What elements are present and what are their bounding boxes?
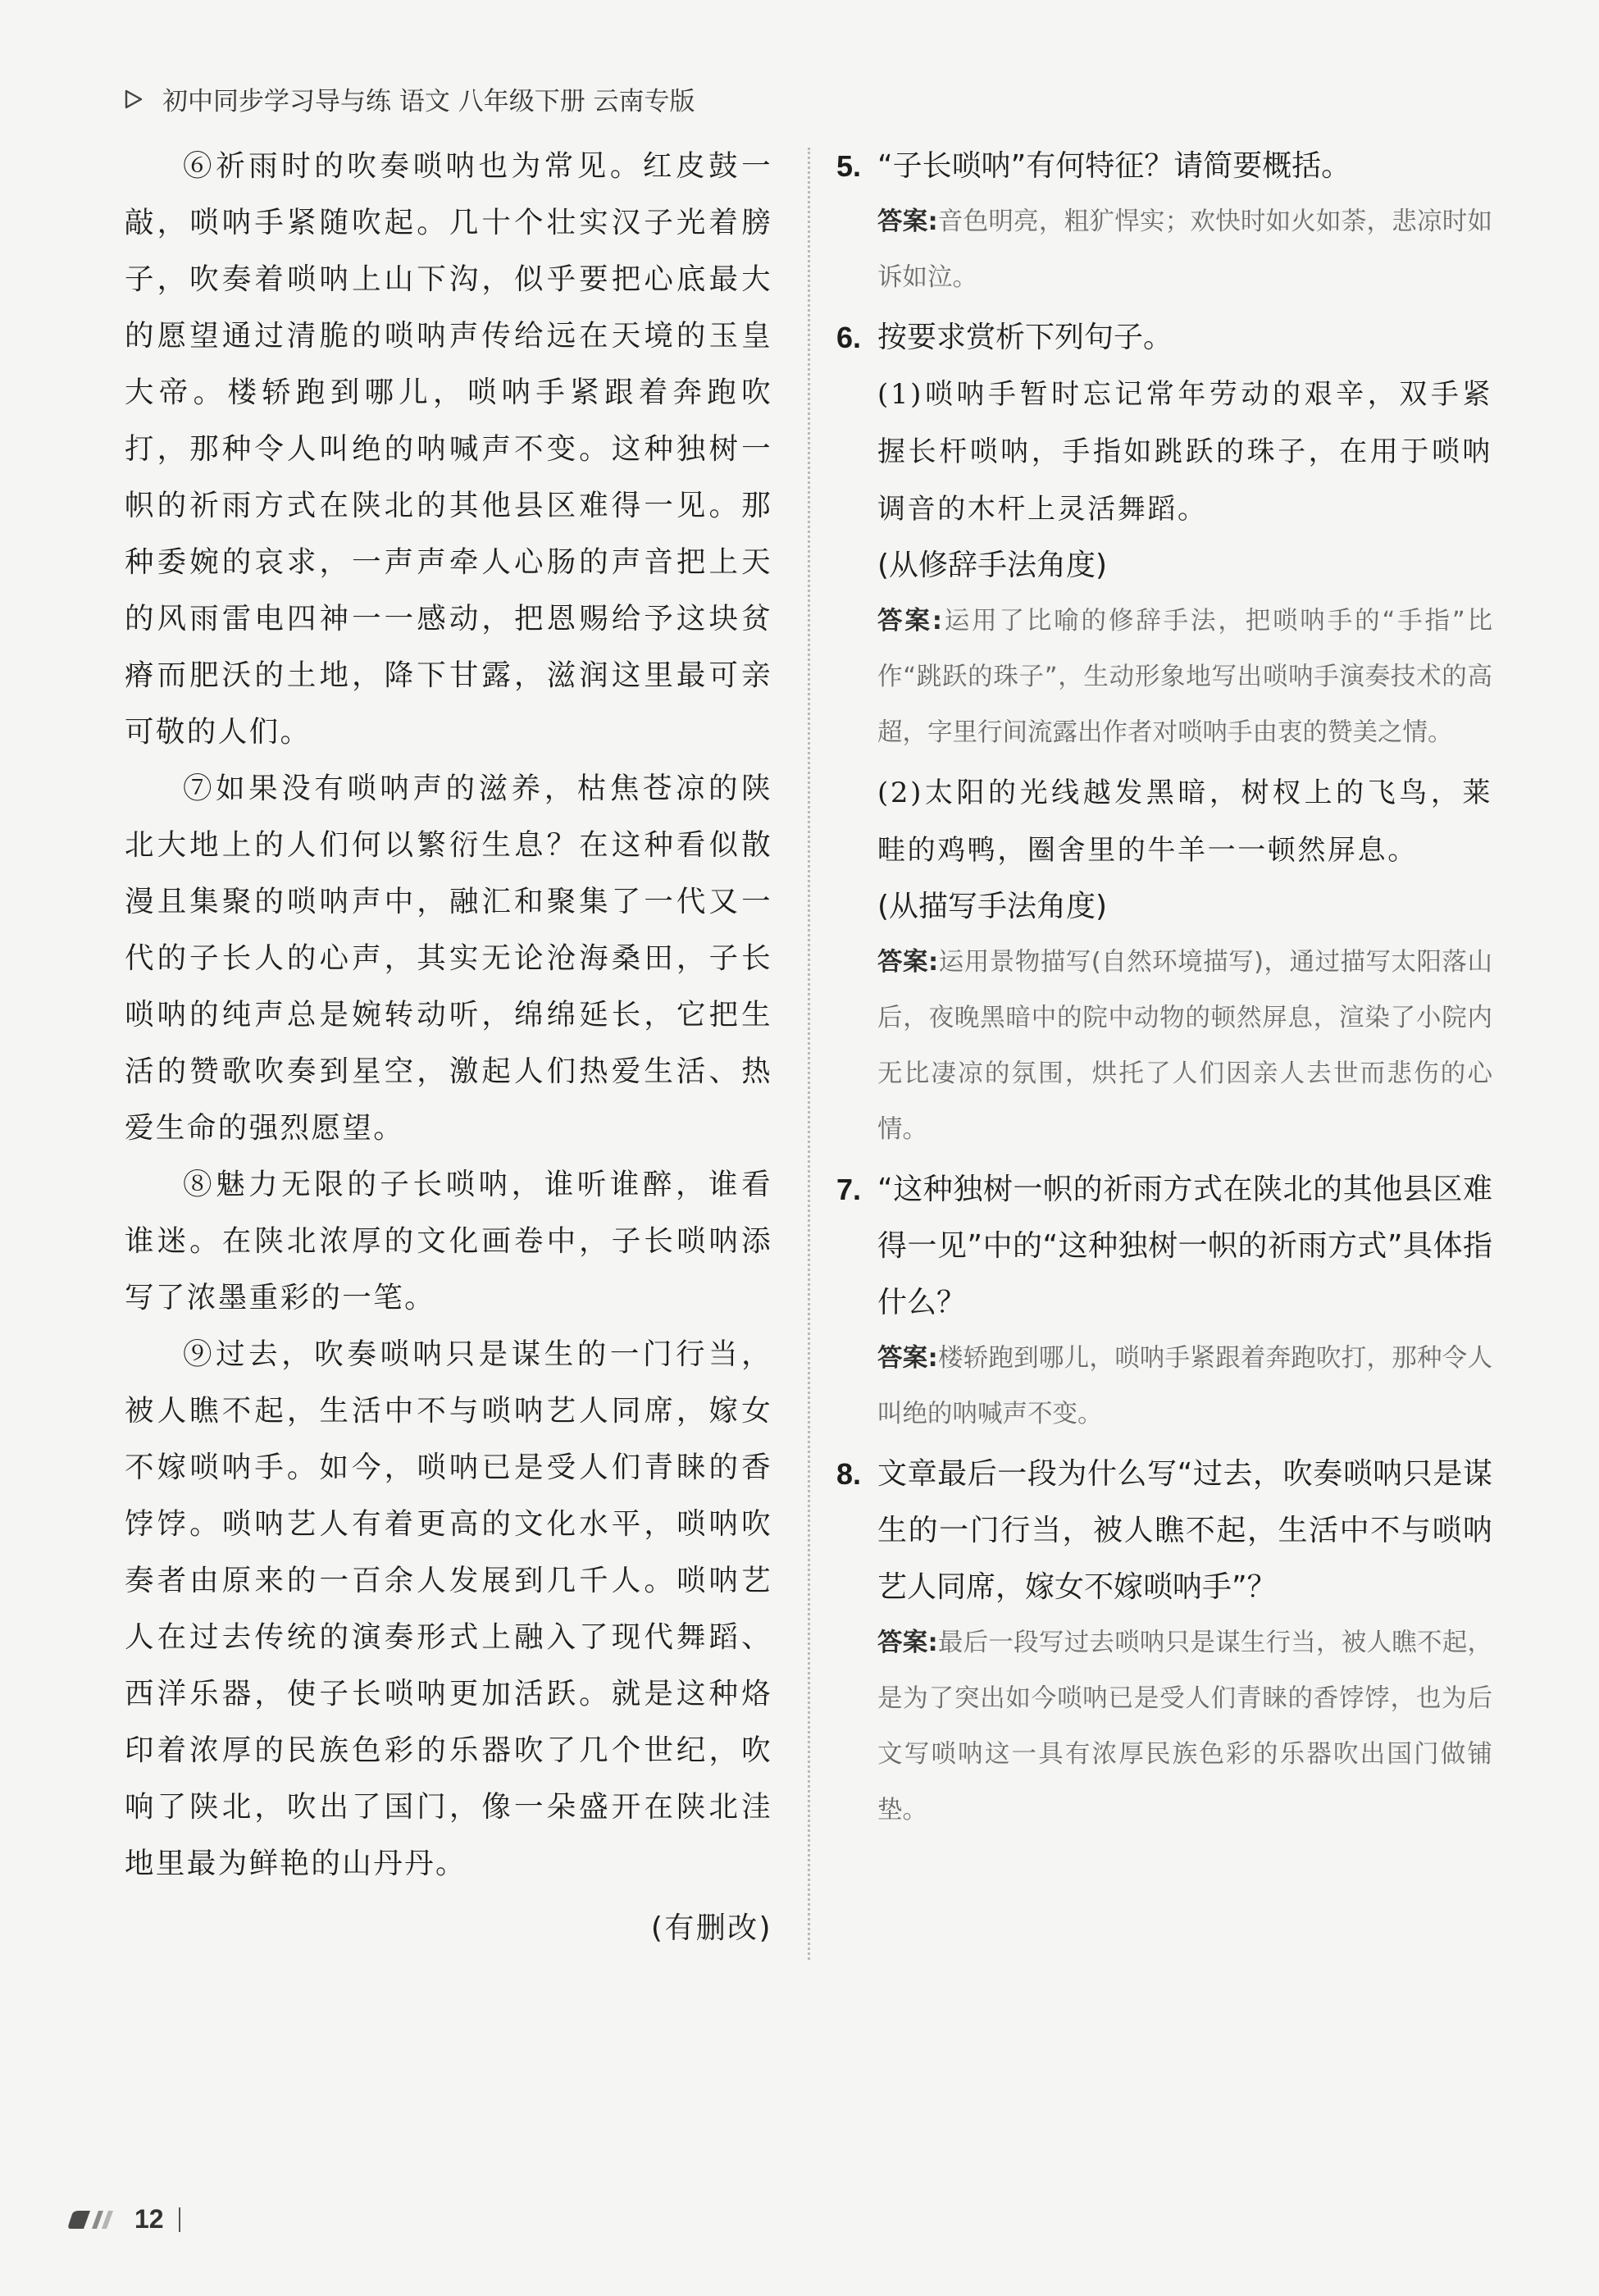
source-note: (有删改) (650, 1911, 772, 1945)
answer-text: 最后一段写过去唢呐只是谋生行当，被人瞧不起，是为了突出如今唢呐已是受人们青睐的香饽饽，也为后文写唢呐这一具有浓厚民族色彩的乐器吹出国门做铺垫。 (877, 1629, 1492, 1824)
question-text: 按要求赏析下列句子。 (877, 321, 1173, 354)
question-5 (836, 138, 1492, 194)
passage-paragraph-8: ⑧魅力无限的子长唢呐，谁听谁醉，谁看谁迷。在陕北浓厚的文化画卷中，子长唢呐添写了浓墨重彩的一笔。 (125, 1168, 772, 1314)
passage-paragraph-9: ⑨过去，吹奏唢呐只是谋生的一门行当，被人瞧不起，生活中不与唢呐艺人同席，嫁女不嫁唢呐手。如今，唢呐已是受人们青睐的香饽饽。唢呐艺人有着更高的文化水平，唢呐吹奏者由原来的一百余人发展到几千人。唢呐艺人在过去传统的演奏形式上融入了现代舞蹈、西洋乐器，使子长唢呐更加活跃。就是这种烙印着浓厚的民族色彩的乐器吹了几个世纪，吹响了陕北，吹出了国门，像一朵盛开在陕北洼地里最为鲜艳的山丹丹。 (125, 1337, 772, 1880)
question-number: 8. (836, 1457, 862, 1491)
answer-text: 音色明亮，粗犷悍实；欢快时如火如荼，悲凉时如诉如泣。 (877, 207, 1492, 292)
answer-6-2 (836, 935, 1492, 1158)
question-text: 文章最后一段为什么写“过去，吹奏唢呐只是谋生的一门行当，被人瞧不起，生活中不与唢呐艺人同席，嫁女不嫁唢呐手”？ (877, 1457, 1492, 1604)
passage-paragraph-6: ⑥祈雨时的吹奏唢呐也为常见。红皮鼓一敲，唢呐手紧随吹起。几十个壮实汉子光着膀子，吹奏着唢呐上山下沟，似乎要把心底最大的愿望通过清脆的唢呐声传给远在天境的玉皇大帝。楼轿跑到哪儿，唢呐手紧跟着奔跑吹打，那种令人叫绝的呐喊声不变。这种独树一帜的祈雨方式在陕北的其他县区难得一见。那种委婉的哀求，一声声牵人心肠的声音把上天的风雨雷电四神一一感动，把恩赐给予这块贫瘠而肥沃的土地，降下甘露，滋润这里最可亲可敬的人们。 (125, 149, 772, 749)
reading-passage (125, 138, 772, 1957)
page-number: 12 (134, 2204, 164, 2234)
question-number: 5. (836, 149, 862, 183)
answer-label: 答案: (877, 1629, 938, 1657)
answer-6-1 (836, 594, 1492, 761)
question-6-sentence-1: (1)唢呐手暂时忘记常年劳动的艰辛，双手紧握长杆唢呐，手指如跳跃的珠子，在用于唢呐调音的木杆上灵活舞蹈。 (877, 378, 1492, 526)
page-footer (66, 2204, 180, 2234)
question-7 (836, 1161, 1492, 1331)
answer-text: 运用景物描写(自然环境描写)，通过描写太阳落山后，夜晚黑暗中的院中动物的顿然屏息，渲染了小院内无比凄凉的氛围，烘托了人们因亲人去世而悲伤的心情。 (877, 948, 1492, 1144)
answer-label: 答案: (877, 1344, 938, 1373)
answer-text: 楼轿跑到哪儿，唢呐手紧跟着奔跑吹打，那种令人叫绝的呐喊声不变。 (877, 1344, 1492, 1428)
question-number: 6. (836, 321, 862, 354)
answer-5 (836, 194, 1492, 306)
header-title: 初中同步学习导与练 语文 八年级下册 云南专版 (162, 87, 695, 116)
answer-label: 答案: (877, 607, 942, 636)
answer-7 (836, 1331, 1492, 1442)
passage-paragraph-7: ⑦如果没有唢呐声的滋养，枯焦苍凉的陕北大地上的人们何以繁衍生息？在这种看似散漫且集聚的唢呐声中，融汇和聚集了一代又一代的子长人的心声，其实无论沧海桑田，子长唢呐的纯声总是婉转动听，绵绵延长，它把生活的赞歌吹奏到星空，激起人们热爱生活、热爱生命的强烈愿望。 (125, 772, 772, 1145)
question-6-sentence-2-angle: (从描写手法角度) (877, 890, 1108, 923)
page-stripe-icon (66, 2209, 115, 2230)
question-8 (836, 1446, 1492, 1615)
question-number: 7. (836, 1173, 862, 1206)
page-number-bar (179, 2207, 180, 2232)
answer-label: 答案: (877, 948, 939, 977)
column-divider (808, 148, 810, 1960)
answer-label: 答案: (877, 207, 938, 236)
page-header (123, 80, 695, 117)
questions-column (836, 138, 1492, 1842)
answer-text: 运用了比喻的修辞手法，把唢呐手的“手指”比作“跳跃的珠子”，生动形象地写出唢呐手演奏技术的高超，字里行间流露出作者对唢呐手由衷的赞美之情。 (877, 607, 1492, 747)
question-text: “子长唢呐”有何特征？请简要概括。 (877, 149, 1351, 183)
answer-8 (836, 1615, 1492, 1838)
question-6-sentence-1-angle: (从修辞手法角度) (877, 549, 1108, 582)
question-6-sentence-2: (2)太阳的光线越发黑暗，树杈上的飞鸟，莱畦的鸡鸭，圈舍里的牛羊一一顿然屏息。 (877, 777, 1492, 867)
question-text: “这种独树一帜的祈雨方式在陕北的其他县区难得一见”中的“这种独树一帜的祈雨方式”具体指什么？ (877, 1173, 1492, 1319)
play-triangle-icon (123, 89, 144, 110)
question-6 (836, 309, 1492, 366)
